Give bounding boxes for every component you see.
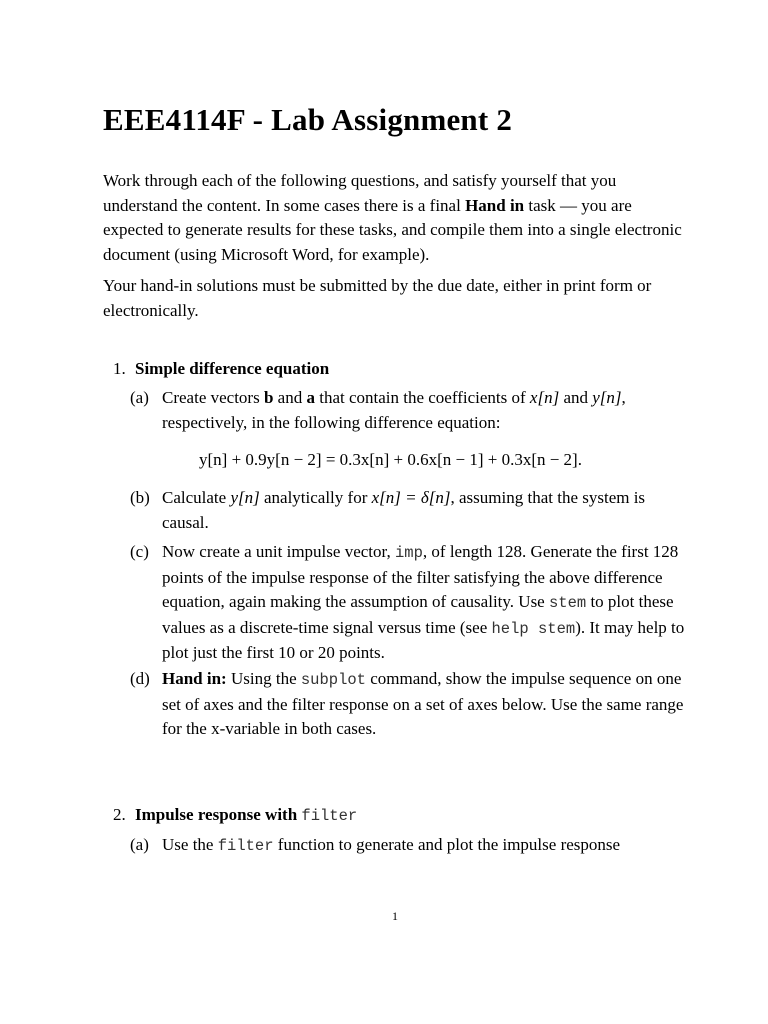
text-run: and <box>559 388 593 407</box>
item-label: (c) <box>130 542 149 561</box>
page-title: EEE4114F - Lab Assignment 2 <box>103 102 513 137</box>
section-1-item-d <box>130 667 690 742</box>
item-label: (d) <box>130 669 150 688</box>
text-run: ). It may help to plot just the first 10 or 20 points. <box>162 617 685 662</box>
code-filter: filter <box>217 837 274 855</box>
section-2-heading <box>113 803 357 829</box>
text-run: function to generate and plot the impulse response <box>273 835 621 854</box>
text-run: , of length 128. Generate the first 128 points of the impulse response of the filter satisfying the above difference equation, again making the assumption of causality. Use <box>162 542 679 611</box>
item-label: (a) <box>130 388 149 407</box>
section-1-item-a <box>130 386 690 435</box>
text-run: Now create a unit impulse vector, <box>162 542 395 561</box>
intro-paragraph-2: Your hand-in solutions must be submitted by the due date, either in print form or electronically. <box>103 276 652 320</box>
math-y: y[n] <box>230 488 260 507</box>
difference-equation: y[n] + 0.9y[n − 2] = 0.3x[n] + 0.6x[n − 1] + 0.3x[n − 2]. <box>199 450 582 469</box>
item-text <box>162 386 690 435</box>
item-text <box>162 833 690 859</box>
hand-in-label: Hand in: <box>162 669 227 688</box>
code-help-stem: help stem <box>491 619 576 638</box>
vector-b: b <box>263 388 274 407</box>
math-x: x[n] <box>529 388 560 407</box>
section-1-heading <box>113 357 329 382</box>
code-stem: stem <box>548 594 587 612</box>
text-run: , respectively, in the following difference equation: <box>162 388 626 432</box>
item-text <box>162 486 690 535</box>
text-run: Using the <box>226 669 301 688</box>
text-run: analytically for <box>259 488 372 507</box>
text-run: Create vectors <box>162 388 264 407</box>
intro-text-b: task — you are expected to generate results for these tasks, and compile them into a single electronic document (using Microsoft Word, for example). <box>103 195 682 264</box>
section-2-title: Impulse response with <box>135 805 302 824</box>
item-label: (a) <box>130 835 149 854</box>
math-x-delta: x[n] = δ[n] <box>371 488 451 507</box>
item-text <box>162 540 690 666</box>
code-imp: imp <box>395 544 423 562</box>
item-text <box>162 667 690 742</box>
intro-text-a: Work through each of the following questions, and satisfy yourself that you understand the content. In some cases there is a final <box>103 171 617 215</box>
text-run: Calculate <box>162 488 231 507</box>
code-subplot: subplot <box>300 671 366 689</box>
section-1-item-b <box>130 486 690 535</box>
text-run: that contain the coefficients of <box>314 388 530 407</box>
intro-hand-in-bold: Hand in <box>465 195 525 215</box>
section-2-number: 2. <box>113 805 126 824</box>
vector-a: a <box>306 388 315 407</box>
page-number: 1 <box>392 909 398 923</box>
text-run: to plot these values as a discrete-time signal versus time (see <box>162 592 674 637</box>
section-1-item-c <box>130 540 690 666</box>
math-y: y[n] <box>592 388 622 407</box>
section-2-item-a <box>130 833 690 859</box>
text-run: , assuming that the system is causal. <box>162 488 646 532</box>
text-run: command, show the impulse sequence on one set of axes and the filter response on a set of axes below. Use the same range for the x-variable in both cases. <box>162 669 684 738</box>
intro-paragraph-1 <box>103 169 693 267</box>
section-1-title: Simple difference equation <box>135 359 330 378</box>
section-1-number: 1. <box>113 359 126 378</box>
item-label: (b) <box>130 488 150 507</box>
text-run: and <box>273 388 307 407</box>
code-filter: filter <box>301 807 358 825</box>
text-run: Use the <box>162 835 218 854</box>
